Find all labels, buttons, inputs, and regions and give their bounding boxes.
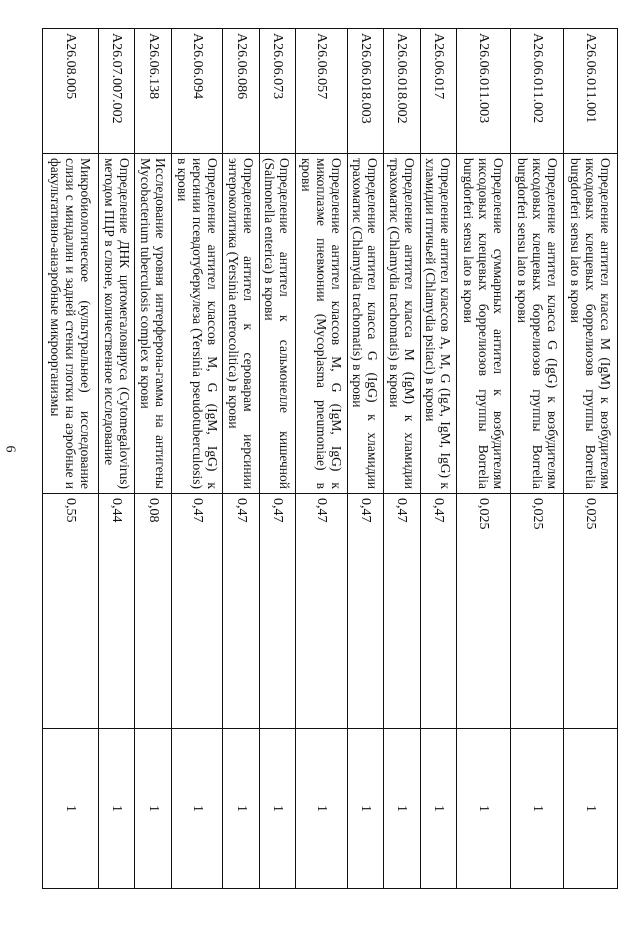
service-coefficient: 0,47 <box>259 494 295 729</box>
service-coefficient: 0,55 <box>43 494 99 729</box>
service-multiplicity: 1 <box>384 729 420 889</box>
service-multiplicity: 1 <box>135 729 171 889</box>
service-code: A26.06.017 <box>420 29 456 154</box>
service-name: Определение антител классов M, G (IgM, IgG) к микоплазме пневмонии (Mycoplasma pneumoniae) в крови <box>296 154 347 494</box>
service-coefficient: 0,44 <box>98 494 134 729</box>
service-name: Определение антител класса G (IgG) к возбудителям иксодовых клещевых боррелиозов группы Borrelia burgdorferi sensu lato в крови <box>510 154 564 494</box>
service-multiplicity: 1 <box>259 729 295 889</box>
service-name: Микробиологическое (культуральное) исследование слизи с миндалин и задней стенки глотки на аэробные и факультативно-анаэробные микроорганизмы <box>43 154 99 494</box>
service-code: A26.06.057 <box>296 29 347 154</box>
service-name: Определение антител классов A, M, G (IgA, IgM, IgG) к хламидии птичьей (Chlamydia psitaci) в крови <box>420 154 456 494</box>
table-row <box>347 29 383 889</box>
service-name: Определение антител к сероварам иерсинии энтероколитика (Yersinia enterocolitica) в крови <box>223 154 259 494</box>
service-code: A26.08.005 <box>43 29 99 154</box>
table-row <box>135 29 171 889</box>
service-coefficient: 0,47 <box>384 494 420 729</box>
service-name: Исследование уровня интерферона-гамма на антигены Mycobacterium tuberculosis complex в крови <box>135 154 171 494</box>
service-multiplicity: 1 <box>564 729 618 889</box>
service-multiplicity: 1 <box>43 729 99 889</box>
service-name: Определение антител классов M, G (IgM, IgG) к иерсинии псевдотуберкулеза (Yersinia pseudotuberculosis) в крови <box>171 154 222 494</box>
service-coefficient: 0,08 <box>135 494 171 729</box>
table-row <box>384 29 420 889</box>
service-code: A26.06.018.003 <box>347 29 383 154</box>
table-row <box>457 29 511 889</box>
service-code: A26.06.011.002 <box>510 29 564 154</box>
table-row <box>43 29 99 889</box>
service-name: Определение антител класса M (IgM) к возбудителям иксодовых клещевых боррелиозов группы Borrelia burgdorferi sensu lato в крови <box>564 154 618 494</box>
service-coefficient: 0,47 <box>223 494 259 729</box>
services-table <box>42 28 618 889</box>
service-name: Определение антител класса G (IgG) к хламидии трахоматис (Chlamydia trachomatis) в крови <box>347 154 383 494</box>
rotated-page <box>42 28 640 928</box>
service-multiplicity: 1 <box>510 729 564 889</box>
service-coefficient: 0,47 <box>171 494 222 729</box>
service-code: A26.06.011.001 <box>564 29 618 154</box>
service-code: A26.06.018.002 <box>384 29 420 154</box>
service-coefficient: 0,025 <box>457 494 511 729</box>
service-code: A26.06.086 <box>223 29 259 154</box>
table-row <box>510 29 564 889</box>
table-row <box>171 29 222 889</box>
service-code: A26.07.007.002 <box>98 29 134 154</box>
service-multiplicity: 1 <box>347 729 383 889</box>
service-code: A26.06.073 <box>259 29 295 154</box>
service-multiplicity: 1 <box>457 729 511 889</box>
service-coefficient: 0,47 <box>296 494 347 729</box>
service-code: A26.06.094 <box>171 29 222 154</box>
service-coefficient: 0,47 <box>347 494 383 729</box>
page-number: 6 <box>2 445 18 453</box>
table-row <box>223 29 259 889</box>
service-multiplicity: 1 <box>98 729 134 889</box>
table-row <box>420 29 456 889</box>
service-code: A26.06.138 <box>135 29 171 154</box>
service-multiplicity: 1 <box>171 729 222 889</box>
service-multiplicity: 1 <box>296 729 347 889</box>
service-coefficient: 0,025 <box>564 494 618 729</box>
service-coefficient: 0,47 <box>420 494 456 729</box>
service-name: Определение антител к сальмонелле кишечной (Salmonella enterica) в крови <box>259 154 295 494</box>
service-multiplicity: 1 <box>223 729 259 889</box>
service-name: Определение ДНК цитомегаловируса (Cytomegalovirus) методом ПЦР в слюне, количественное исследование <box>98 154 134 494</box>
service-name: Определение суммарных антител к возбудителям иксодовых клещевых боррелиозов группы Borrelia burgdorferi sensu lato в крови <box>457 154 511 494</box>
service-multiplicity: 1 <box>420 729 456 889</box>
service-code: A26.06.011.003 <box>457 29 511 154</box>
table-body <box>43 29 618 889</box>
table-container <box>42 28 618 888</box>
table-row <box>259 29 295 889</box>
table-row <box>296 29 347 889</box>
table-row <box>564 29 618 889</box>
service-coefficient: 0,025 <box>510 494 564 729</box>
service-name: Определение антител класса M (IgM) к хламидии трахоматис (Chlamydia trachomatis) в крови <box>384 154 420 494</box>
table-row <box>98 29 134 889</box>
